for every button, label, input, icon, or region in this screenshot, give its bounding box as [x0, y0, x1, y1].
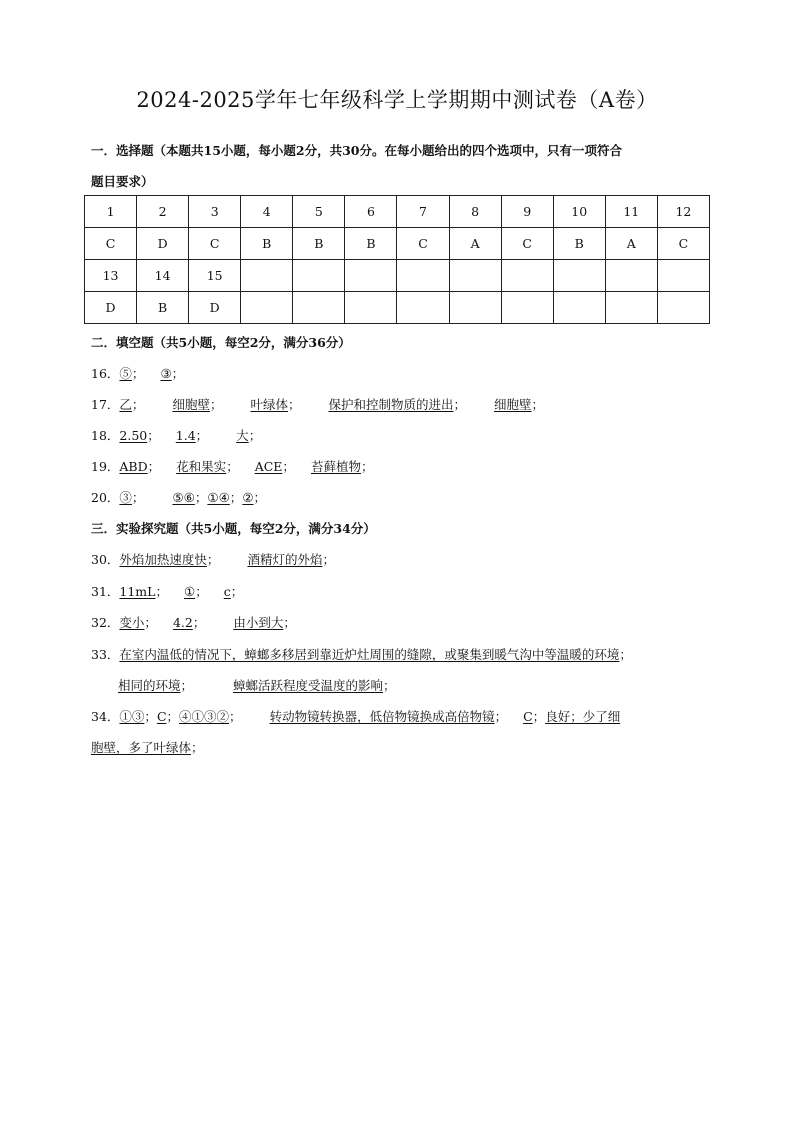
table-cell: [293, 292, 345, 324]
table-cell: [397, 260, 449, 292]
question-16: [91, 364, 184, 382]
separator: ；: [531, 397, 545, 412]
table-cell: B: [241, 228, 293, 260]
table-cell: 4: [241, 196, 293, 228]
separator: ；: [147, 428, 160, 443]
q32-answer-2: 4.2: [172, 615, 193, 630]
table-cell: [241, 292, 293, 324]
separator: ；: [532, 709, 546, 724]
table-cell: C: [501, 228, 553, 260]
separator: ；: [226, 459, 239, 474]
q16-answer-2: ③: [160, 366, 172, 381]
separator: ；: [180, 678, 194, 693]
q20-answer-2: ⑤⑥: [172, 490, 195, 505]
question-34-cont: [91, 738, 204, 756]
question-33-cont: [118, 676, 396, 694]
table-cell: D: [189, 292, 241, 324]
table-cell: [397, 292, 449, 324]
table-cell: D: [85, 292, 137, 324]
table-cell: 2: [137, 196, 189, 228]
question-30: [91, 550, 335, 568]
q34-answer-3: ④①③②: [179, 709, 230, 724]
question-32: [91, 613, 296, 631]
table-row: [85, 196, 710, 228]
separator: ；: [195, 428, 209, 443]
q16-number: 16．: [91, 366, 120, 381]
separator: ；: [248, 428, 262, 443]
table-cell: [657, 260, 709, 292]
q17-answer-5: 细胞壁: [494, 397, 532, 412]
table-cell: C: [397, 228, 449, 260]
separator: ；: [360, 459, 374, 474]
q30-answer-1: 外焰加热速度快: [119, 552, 207, 567]
question-17: [91, 395, 544, 413]
q31-answer-3: c: [223, 584, 231, 599]
separator: ；: [166, 709, 180, 724]
separator: ；: [131, 397, 145, 412]
table-cell: 7: [397, 196, 449, 228]
q31-answer-1: 11mL: [119, 584, 156, 599]
table-cell: B: [345, 228, 397, 260]
section2-heading: 二．填空题（共5小题，每空2分，满分36分）: [91, 335, 351, 350]
q32-answer-3: 由小到大: [233, 615, 284, 630]
table-cell: C: [85, 228, 137, 260]
separator: ；: [453, 397, 467, 412]
table-cell: 6: [345, 196, 397, 228]
q18-answer-2: 1.4: [175, 428, 196, 443]
q20-answer-1: ③: [119, 490, 132, 505]
table-row: [85, 260, 710, 292]
q34-answer-2: C: [156, 709, 167, 724]
separator: ；: [195, 584, 208, 599]
question-18: [91, 426, 261, 444]
table-cell: 11: [605, 196, 657, 228]
separator: ；: [206, 552, 220, 567]
table-cell: D: [137, 228, 189, 260]
table-cell: [241, 260, 293, 292]
table-cell: [293, 260, 345, 292]
q32-number: 32．: [91, 615, 120, 630]
q31-answer-2: ①: [183, 584, 196, 599]
separator: ；: [283, 615, 296, 630]
answer-table: [84, 195, 710, 324]
separator: ；: [144, 615, 157, 630]
table-cell: [449, 260, 501, 292]
separator: ；: [253, 490, 267, 505]
page-title: 2024-2025学年七年级科学上学期期中测试卷（A卷）: [136, 88, 658, 112]
table-cell: 14: [137, 260, 189, 292]
table-cell: [345, 260, 397, 292]
q18-answer-1: 2.50: [119, 428, 148, 443]
separator: ；: [619, 647, 632, 662]
table-cell: [553, 260, 605, 292]
table-cell: 10: [553, 196, 605, 228]
separator: ；: [194, 490, 208, 505]
section1-heading-cont: 题目要求）: [91, 174, 154, 189]
q32-answer-1: 变小: [119, 615, 145, 630]
table-cell: A: [605, 228, 657, 260]
q17-answer-2: 细胞壁: [172, 397, 210, 412]
separator: ；: [131, 490, 145, 505]
q17-answer-4: 保护和控制物质的进出: [328, 397, 454, 412]
q34-answer-5: C: [523, 709, 533, 724]
q33-answer-1: 在室内温低的情况下，蟑螂多移居到靠近炉灶周围的缝隙，或聚集到暖气沟中等温暖的环境: [119, 647, 620, 662]
q31-number: 31．: [91, 584, 120, 599]
table-cell: 15: [189, 260, 241, 292]
section3-heading: 三．实验探究题（共5小题，每空2分，满分34分）: [91, 521, 376, 536]
separator: ；: [147, 459, 161, 474]
table-cell: C: [657, 228, 709, 260]
separator: ；: [229, 490, 243, 505]
question-31: [91, 582, 243, 600]
q19-number: 19．: [91, 459, 120, 474]
separator: ；: [287, 397, 301, 412]
q18-answer-3: 大: [236, 428, 249, 443]
table-cell: B: [137, 292, 189, 324]
q20-answer-4: ②: [242, 490, 254, 505]
question-19: [91, 457, 373, 475]
table-row: [85, 292, 710, 324]
separator: ；: [191, 740, 204, 755]
separator: ；: [383, 678, 396, 693]
q17-answer-3: 叶绿体: [250, 397, 288, 412]
separator: ；: [230, 584, 244, 599]
table-cell: [657, 292, 709, 324]
q19-answer-4: 苔藓植物: [310, 459, 361, 474]
separator: ；: [131, 366, 145, 381]
table-cell: [605, 292, 657, 324]
q20-number: 20．: [91, 490, 120, 505]
table-cell: C: [189, 228, 241, 260]
separator: ；: [282, 459, 295, 474]
q34-answer-4: 转动物镜转换器，低倍物镜换成高倍物镜: [269, 709, 495, 724]
q17-number: 17．: [91, 397, 120, 412]
section1-heading: 一．选择题（本题共15小题，每小题2分，共30分。在每小题给出的四个选项中，只有一项符合: [91, 143, 622, 158]
separator: ；: [494, 709, 508, 724]
q34-number: 34．: [91, 709, 120, 724]
separator: ；: [229, 709, 242, 724]
table-cell: 9: [501, 196, 553, 228]
q33-number: 33．: [91, 647, 120, 662]
table-cell: [605, 260, 657, 292]
q33-answer-3: 蟑螂活跃程度受温度的影响: [233, 678, 384, 693]
q34-answer-6-cont: 胞壁，多了叶绿体: [91, 740, 192, 755]
q30-number: 30．: [91, 552, 120, 567]
separator: ；: [322, 552, 335, 567]
q19-answer-1: ABD: [119, 459, 148, 474]
table-cell: 1: [85, 196, 137, 228]
table-row: [85, 228, 710, 260]
separator: ；: [192, 615, 206, 630]
q30-answer-2: 酒精灯的外焰: [247, 552, 323, 567]
table-cell: [501, 292, 553, 324]
q17-answer-1: 乙: [119, 397, 132, 412]
table-cell: A: [449, 228, 501, 260]
question-20: [91, 488, 266, 506]
table-cell: [345, 292, 397, 324]
q34-answer-6: 良好；少了细: [545, 709, 621, 724]
separator: ；: [144, 709, 157, 724]
q16-answer-1: ⑤: [119, 366, 132, 381]
separator: ；: [155, 584, 168, 599]
separator: ；: [209, 397, 223, 412]
table-cell: 12: [657, 196, 709, 228]
table-cell: B: [293, 228, 345, 260]
table-cell: B: [553, 228, 605, 260]
question-34: [91, 707, 620, 725]
q20-answer-3: ①④: [207, 490, 230, 505]
table-cell: 5: [293, 196, 345, 228]
table-cell: 3: [189, 196, 241, 228]
table-cell: 8: [449, 196, 501, 228]
q19-answer-2: 花和果实: [176, 459, 227, 474]
separator: ；: [171, 366, 185, 381]
q18-number: 18．: [91, 428, 120, 443]
q19-answer-3: ACE: [254, 459, 283, 474]
table-cell: [449, 292, 501, 324]
table-cell: 13: [85, 260, 137, 292]
question-33: [91, 645, 632, 663]
q34-answer-1: ①③: [119, 709, 145, 724]
table-cell: [501, 260, 553, 292]
table-cell: [553, 292, 605, 324]
q33-answer-2: 相同的环境: [118, 678, 181, 693]
